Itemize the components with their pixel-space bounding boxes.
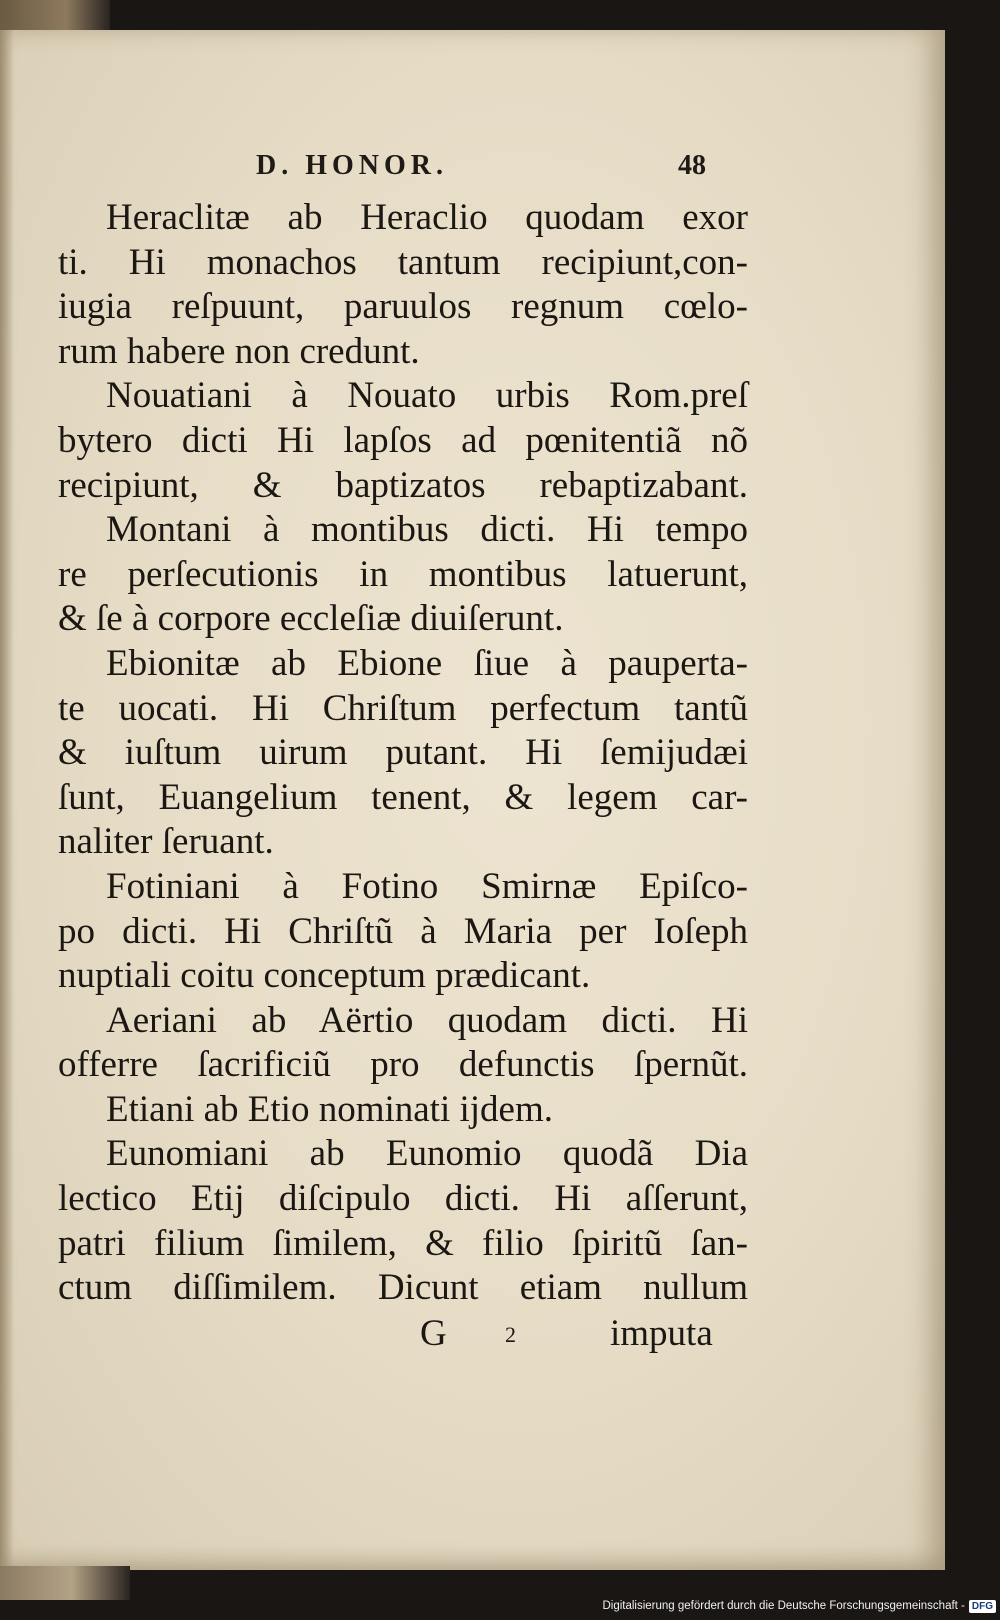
text-line: & iuſtum uirum putant. Hi ſemijudæi bbox=[58, 732, 748, 774]
text-line: ti. Hi monachos tantum recipiunt,con- bbox=[58, 241, 748, 283]
digitization-credit bbox=[602, 1596, 996, 1616]
text-line: offerre ſacrificiũ pro defunctis ſpernũt. bbox=[58, 1044, 748, 1086]
text-line: Etiani ab Etio nominati ijdem. bbox=[106, 1088, 553, 1130]
text-line: Nouatiani à Nouato urbis Rom.preſ bbox=[106, 375, 748, 417]
text-line: Heraclitæ ab Heraclio quodam exor bbox=[106, 197, 748, 238]
signature-letter: G bbox=[420, 1313, 447, 1354]
text-line: te uocati. Hi Chriſtum perfectum tantũ bbox=[58, 687, 748, 729]
running-head-title: D. HONOR. bbox=[256, 150, 448, 181]
page-gutter-shadow bbox=[0, 30, 14, 1570]
folio-number: 48 bbox=[678, 150, 706, 181]
text-line: re perſecutionis in montibus latuerunt, bbox=[58, 553, 748, 595]
text-line: Ebionitæ ab Ebione ſiue à pauperta- bbox=[106, 642, 748, 684]
text-line: Eunomiani ab Eunomio quodã Dia bbox=[106, 1133, 748, 1175]
text-line: rum habere non credunt. bbox=[58, 330, 420, 372]
text-line: nuptiali coitu conceptum prædicant. bbox=[58, 955, 591, 997]
text-line: Fotiniani à Fotino Smirnæ Epiſco- bbox=[106, 865, 748, 907]
body-text bbox=[58, 196, 748, 1311]
text-line: Montani à montibus dicti. Hi tempo bbox=[106, 509, 748, 551]
text-line: po dicti. Hi Chriſtũ à Maria per Ioſeph bbox=[58, 910, 748, 952]
book-binding-bottom bbox=[0, 1566, 130, 1600]
text-line: iugia reſpuunt, paruulos regnum cœlo- bbox=[58, 286, 748, 328]
text-line: ctum diſſimilem. Dicunt etiam nullum bbox=[58, 1267, 748, 1309]
credit-text: Digitalisierung gefördert durch die Deutsche Forschungsgemeinschaft - bbox=[602, 1600, 965, 1612]
text-line: ſunt, Euangelium tenent, & legem car- bbox=[58, 776, 748, 818]
signature-number: 2 bbox=[505, 1322, 516, 1347]
text-line: recipiunt, & baptizatos rebaptizabant. bbox=[58, 464, 748, 506]
catchword: imputa bbox=[610, 1313, 713, 1354]
text-line: naliter ſeruant. bbox=[58, 821, 274, 863]
dfg-logo: DFG bbox=[969, 1600, 996, 1613]
text-line: bytero dicti Hi lapſos ad pœnitentiã nõ bbox=[58, 419, 748, 461]
text-line: patri filium ſimilem, & filio ſpiritũ ſan- bbox=[58, 1222, 748, 1264]
text-line: & ſe à corpore eccleſiæ diuiſerunt. bbox=[58, 598, 564, 640]
text-line: Aeriani ab Aërtio quodam dicti. Hi bbox=[106, 999, 748, 1041]
text-line: lectico Etij diſcipulo dicti. Hi aſſerunt, bbox=[58, 1178, 748, 1220]
